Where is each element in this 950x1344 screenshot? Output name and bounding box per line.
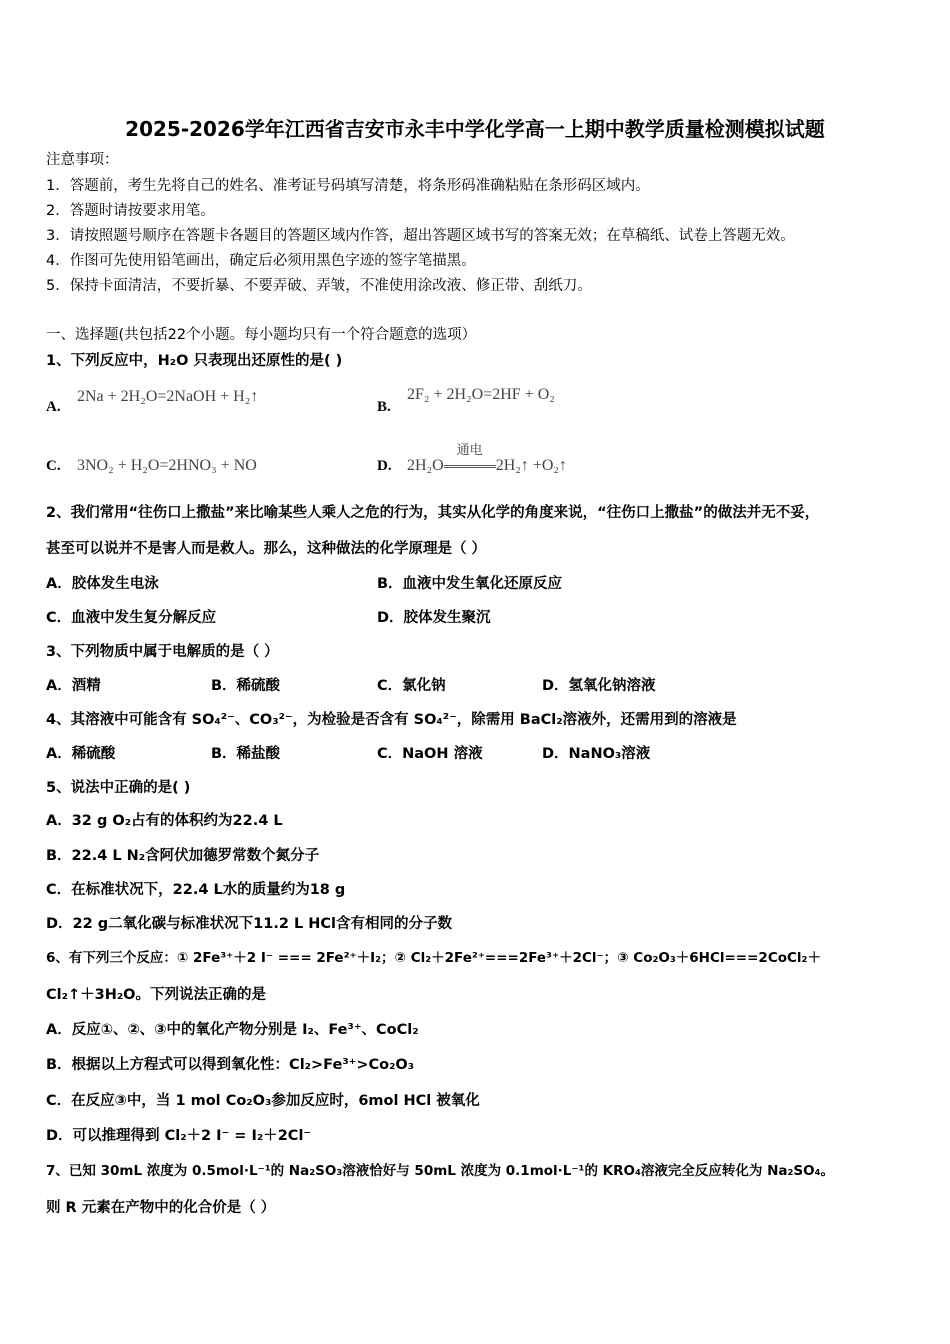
option-a-equation: 2Na + 2H₂O=2NaOH + H₂↑ [77, 388, 259, 405]
option-b: B．22.4 L N₂含阿伏加德罗常数个氮分子 [46, 848, 320, 864]
option-b: B．血液中发生氧化还原反应 [377, 576, 563, 592]
option-a: A．酒精 [46, 678, 101, 694]
notice-item: 2．答题时请按要求用笔。 [46, 203, 215, 219]
products: 2H₂↑ +O₂↑ [495, 457, 567, 474]
option-d-label: D. [377, 458, 392, 474]
option-d: D．NaNO₃溶液 [542, 746, 651, 762]
option-b: B．稀盐酸 [211, 746, 281, 762]
option-d: D．22 g二氧化碳与标准状况下11.2 L HCl含有相同的分子数 [46, 916, 452, 932]
question-6-stem: 6、有下列三个反应：① 2Fe³⁺＋2 I⁻ === 2Fe²⁺＋I₂；② Cl₂＋2Fe²⁺===2Fe³⁺＋2Cl⁻；③ Co₂O₃＋6HCl===2CoCl₂＋ [46, 950, 821, 966]
option-b: B．稀硫酸 [211, 678, 281, 694]
option-a-label: A. [46, 399, 61, 415]
option-c: C．血液中发生复分解反应 [46, 610, 217, 626]
question-1-stem: 1、下列反应中，H₂O 只表现出还原性的是( ) [46, 353, 343, 369]
option-d: D．可以推理得到 Cl₂＋2 I⁻ = I₂＋2Cl⁻ [46, 1128, 312, 1144]
question-3-stem: 3、下列物质中属于电解质的是（ ） [46, 644, 279, 660]
option-b-equation: 2F₂ + 2H₂O=2HF + O₂ [407, 386, 555, 403]
option-d-equation [407, 442, 567, 476]
option-d: D．氢氧化钠溶液 [542, 678, 656, 694]
condition-label: 通电 [456, 442, 483, 457]
option-c: C．氯化钠 [377, 678, 446, 694]
section-heading: 一、选择题(共包括22个小题。每小题均只有一个符合题意的选项） [46, 327, 477, 343]
option-c: C．在反应③中，当 1 mol Co₂O₃参加反应时，6mol HCl 被氧化 [46, 1093, 480, 1109]
question-4-stem: 4、其溶液中可能含有 SO₄²⁻、CO₃²⁻，为检验是否含有 SO₄²⁻，除需用 BaCl₂溶液外，还需用到的溶液是 [46, 712, 737, 728]
question-6-stem-cont: Cl₂↑＋3H₂O。下列说法正确的是 [46, 987, 267, 1003]
option-b-label: B. [377, 399, 391, 415]
question-7-stem: 7、已知 30mL 浓度为 0.5mol·L⁻¹的 Na₂SO₃溶液恰好与 50mL 浓度为 0.1mol·L⁻¹的 KRO₄溶液完全反应转化为 Na₂SO₄。 [46, 1163, 835, 1179]
notice-item: 5．保持卡面清洁，不要折暴、不要弄破、弄皱，不准使用涂改液、修正带、刮纸刀。 [46, 278, 592, 294]
question-2-stem: 2、我们常用“往伤口上撒盐”来比喻某些人乘人之危的行为，其实从化学的角度来说，“往伤口上撒盐”的做法并无不妥， [46, 505, 820, 521]
notice-heading: 注意事项： [46, 152, 119, 168]
option-c-label: C. [46, 458, 61, 474]
notice-item: 3．请按照题号顺序在答题卡各题目的答题区域内作答，超出答题区域书写的答案无效；在草稿纸、试卷上答题无效。 [46, 228, 795, 244]
notice-item: 1．答题前，考生先将自己的姓名、准考证号码填写清楚，将条形码准确粘贴在条形码区域内。 [46, 178, 650, 194]
question-7-stem-cont: 则 R 元素在产物中的化合价是（ ） [46, 1200, 276, 1216]
question-2-stem-cont: 甚至可以说并不是害人而是救人。那么，这种做法的化学原理是（ ） [46, 541, 487, 557]
option-d: D．胶体发生聚沉 [377, 610, 491, 626]
option-a: A．32 g O₂占有的体积约为22.4 L [46, 813, 283, 829]
option-c-equation: 3NO₂ + H₂O=2HNO₃ + NO [77, 457, 257, 474]
option-a: A．胶体发生电泳 [46, 576, 159, 592]
notice-item: 4．作图可先使用铅笔画出，确定后必须用黑色字迹的签字笔描黑。 [46, 253, 476, 269]
option-a: A．稀硫酸 [46, 746, 116, 762]
option-a: A．反应①、②、③中的氧化产物分别是 I₂、Fe³⁺、CoCl₂ [46, 1022, 419, 1038]
option-c: C．NaOH 溶液 [377, 746, 483, 762]
condition-arrow [444, 442, 496, 476]
question-5-stem: 5、说法中正确的是( ) [46, 780, 191, 796]
option-c: C．在标准状况下，22.4 L水的质量约为18 g [46, 882, 346, 898]
reactant: 2H₂O [407, 457, 444, 474]
option-b: B．根据以上方程式可以得到氧化性：Cl₂>Fe³⁺>Co₂O₃ [46, 1057, 415, 1073]
page-title: 2025-2026学年江西省吉安市永丰中学化学高一上期中教学质量检测模拟试题 [125, 117, 825, 141]
